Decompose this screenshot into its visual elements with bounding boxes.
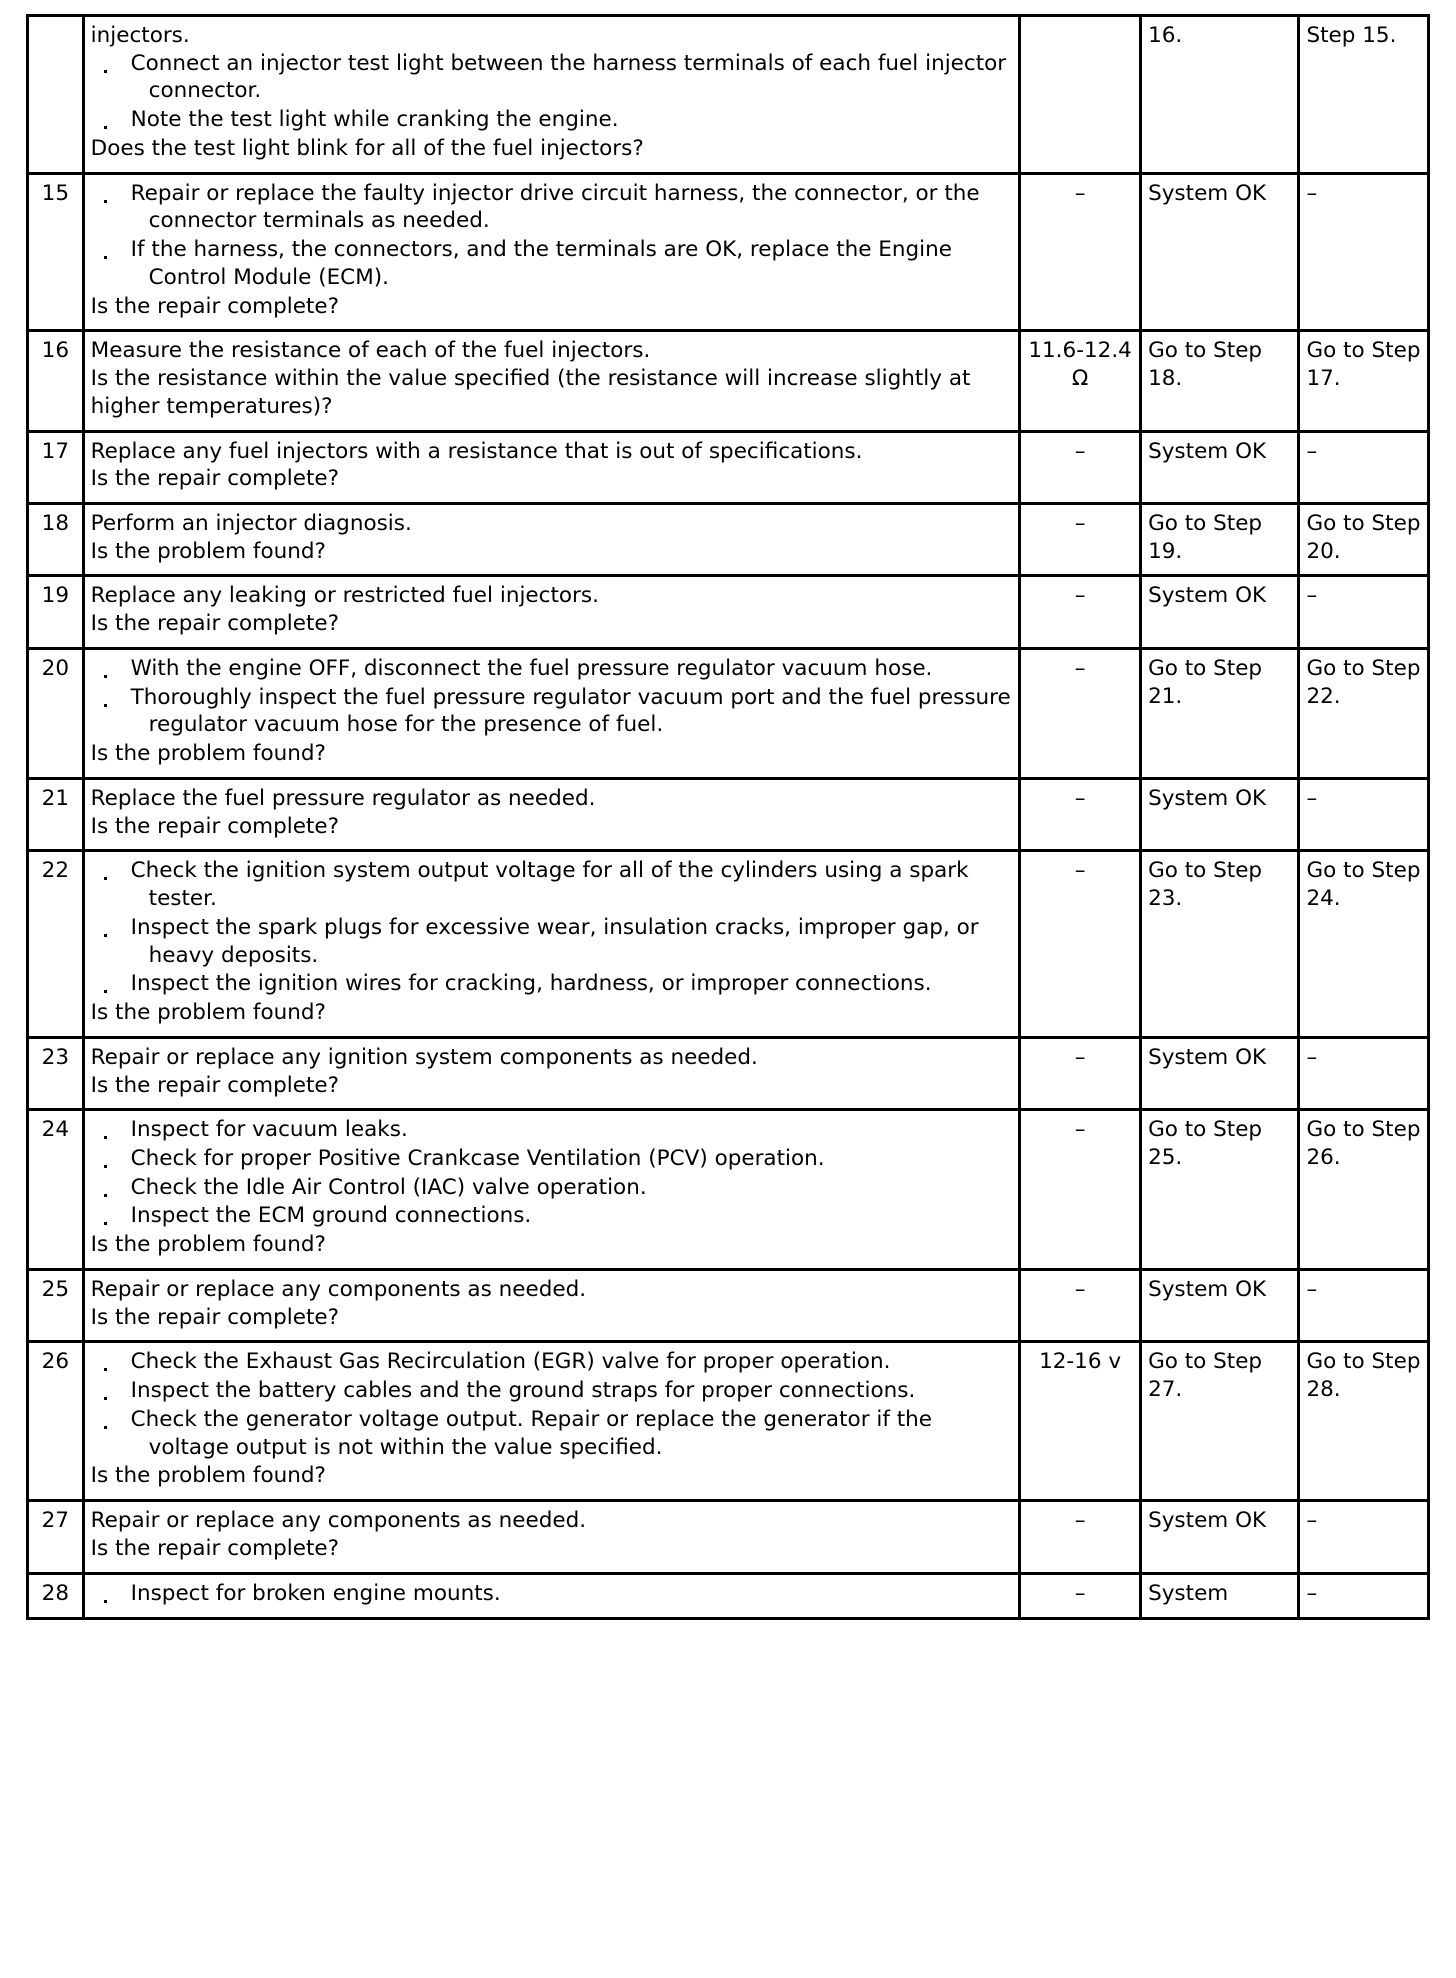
row-action (83, 16, 1019, 174)
table-row (28, 778, 1429, 850)
action-line: Repair or replace any components as needed. (90, 1276, 587, 1302)
row-step: 24 (28, 1110, 84, 1270)
row-no: – (1299, 1037, 1429, 1109)
table-row (28, 1110, 1429, 1270)
row-step: 25 (28, 1269, 84, 1341)
row-action (83, 331, 1019, 431)
action-question: Is the problem found? (90, 538, 326, 564)
list-item: Connect an injector test light between the harness terminals of each fuel injector connector. (91, 50, 1012, 105)
list-item: Inspect for vacuum leaks. (91, 1116, 1012, 1144)
action-continuation-line: injectors. (90, 23, 190, 48)
row-value: – (1020, 173, 1141, 331)
action-bullet-list (91, 655, 1012, 739)
row-yes: 16. (1141, 16, 1299, 174)
row-yes: Go to Step 19. (1141, 504, 1299, 576)
row-no: – (1299, 576, 1429, 648)
action-question: Is the resistance within the value specified (the resistance will increase slightly at higher temperatures)? (90, 366, 971, 419)
list-item: Check the generator voltage output. Repair or replace the generator if the voltage output is not within the value specified. (91, 1406, 1012, 1461)
action-question: Is the repair complete? (90, 1304, 340, 1330)
row-yes: Go to Step 27. (1141, 1342, 1299, 1501)
table-row (28, 1269, 1429, 1341)
row-step (28, 16, 84, 174)
row-value: – (1020, 1269, 1141, 1341)
row-step: 17 (28, 431, 84, 503)
row-step: 28 (28, 1573, 84, 1619)
row-step: 15 (28, 173, 84, 331)
row-no: – (1299, 431, 1429, 503)
action-line: Measure the resistance of each of the fuel injectors. (90, 338, 651, 364)
row-value: – (1020, 1110, 1141, 1270)
action-question: Is the repair complete? (90, 1072, 340, 1098)
table-row (28, 173, 1429, 331)
row-yes: System OK (1141, 1037, 1299, 1109)
list-item: Inspect the battery cables and the ground straps for proper connections. (91, 1377, 1012, 1405)
table-row (28, 1573, 1429, 1619)
row-action (83, 1110, 1019, 1270)
action-line: Repair or replace any ignition system components as needed. (90, 1044, 758, 1070)
row-step: 18 (28, 504, 84, 576)
row-no: – (1299, 1269, 1429, 1341)
row-value: – (1020, 1037, 1141, 1109)
row-action (83, 1037, 1019, 1109)
list-item: Check the Idle Air Control (IAC) valve operation. (91, 1174, 1012, 1202)
row-no: – (1299, 173, 1429, 331)
action-question: Is the repair complete? (90, 293, 340, 319)
row-action (83, 1269, 1019, 1341)
row-yes: System OK (1141, 173, 1299, 331)
table-row (28, 648, 1429, 778)
list-item: Inspect the ECM ground connections. (91, 1202, 1012, 1230)
row-action (83, 504, 1019, 576)
action-line: Repair or replace any components as needed. (90, 1508, 587, 1534)
table-row (28, 576, 1429, 648)
list-item: Note the test light while cranking the engine. (91, 106, 1012, 134)
list-item: Inspect the spark plugs for excessive wear, insulation cracks, improper gap, or heavy deposits. (91, 914, 1012, 969)
action-question: Is the problem found? (90, 1463, 326, 1489)
row-step: 22 (28, 851, 84, 1037)
table-row (28, 16, 1429, 174)
row-value: – (1020, 431, 1141, 503)
row-no: Go to Step 24. (1299, 851, 1429, 1037)
action-bullet-list (91, 50, 1012, 134)
row-value: – (1020, 648, 1141, 778)
action-question: Is the repair complete? (90, 813, 340, 839)
list-item: Check for proper Positive Crankcase Ventilation (PCV) operation. (91, 1145, 1012, 1173)
row-action (83, 576, 1019, 648)
row-no: – (1299, 1573, 1429, 1619)
list-item: With the engine OFF, disconnect the fuel pressure regulator vacuum hose. (91, 655, 1012, 683)
row-step: 19 (28, 576, 84, 648)
row-action (83, 1501, 1019, 1573)
row-yes: Go to Step 18. (1141, 331, 1299, 431)
row-step: 27 (28, 1501, 84, 1573)
table-row (28, 1037, 1429, 1109)
row-value: 11.6-12.4 Ω (1020, 331, 1141, 431)
table-row (28, 1342, 1429, 1501)
action-line: Perform an injector diagnosis. (90, 511, 412, 537)
row-no: Go to Step 28. (1299, 1342, 1429, 1501)
diagnostic-table (26, 14, 1430, 1620)
table-row (28, 331, 1429, 431)
table-row (28, 1501, 1429, 1573)
row-no: – (1299, 778, 1429, 850)
row-no: Step 15. (1299, 16, 1429, 174)
table-row (28, 851, 1429, 1037)
row-yes: Go to Step 25. (1141, 1110, 1299, 1270)
action-question: Does the test light blink for all of the fuel injectors? (90, 135, 644, 161)
action-bullet-list (91, 1116, 1012, 1230)
row-no: – (1299, 1501, 1429, 1573)
list-item: If the harness, the connectors, and the terminals are OK, replace the Engine Control Module (ECM). (91, 236, 1012, 291)
list-item: Check the Exhaust Gas Recirculation (EGR) valve for proper operation. (91, 1348, 1012, 1376)
row-step: 20 (28, 648, 84, 778)
row-step: 16 (28, 331, 84, 431)
row-no: Go to Step 26. (1299, 1110, 1429, 1270)
row-no: Go to Step 17. (1299, 331, 1429, 431)
row-action (83, 173, 1019, 331)
table-row (28, 504, 1429, 576)
row-no: Go to Step 20. (1299, 504, 1429, 576)
row-value: – (1020, 576, 1141, 648)
row-value: 12-16 v (1020, 1342, 1141, 1501)
row-value: – (1020, 778, 1141, 850)
row-action (83, 431, 1019, 503)
row-yes: System (1141, 1573, 1299, 1619)
list-item: Repair or replace the faulty injector drive circuit harness, the connector, or the connector terminals as needed. (91, 180, 1012, 235)
row-value: – (1020, 1573, 1141, 1619)
list-item: Thoroughly inspect the fuel pressure regulator vacuum port and the fuel pressure regulator vacuum hose for the presence of fuel. (91, 684, 1012, 739)
table-body (28, 16, 1429, 1619)
action-bullet-list (91, 1580, 1012, 1608)
row-action (83, 1573, 1019, 1619)
action-line: Replace any leaking or restricted fuel injectors. (90, 583, 599, 609)
row-yes: System OK (1141, 576, 1299, 648)
row-step: 26 (28, 1342, 84, 1501)
row-action (83, 851, 1019, 1037)
action-bullet-list (91, 180, 1012, 292)
row-value: – (1020, 1501, 1141, 1573)
action-question: Is the repair complete? (90, 1535, 340, 1561)
row-step: 23 (28, 1037, 84, 1109)
row-action (83, 648, 1019, 778)
row-value: – (1020, 504, 1141, 576)
row-yes: System OK (1141, 1501, 1299, 1573)
row-action (83, 778, 1019, 850)
action-bullet-list (91, 857, 1012, 998)
row-no: Go to Step 22. (1299, 648, 1429, 778)
list-item: Check the ignition system output voltage for all of the cylinders using a spark tester. (91, 857, 1012, 912)
row-value (1020, 16, 1141, 174)
row-yes: Go to Step 23. (1141, 851, 1299, 1037)
row-yes: System OK (1141, 778, 1299, 850)
action-line: Replace the fuel pressure regulator as needed. (90, 785, 596, 811)
row-yes: System OK (1141, 431, 1299, 503)
table-row (28, 431, 1429, 503)
row-step: 21 (28, 778, 84, 850)
action-question: Is the repair complete? (90, 466, 340, 492)
action-question: Is the problem found? (90, 1232, 326, 1258)
row-value: – (1020, 851, 1141, 1037)
action-question: Is the problem found? (90, 1000, 326, 1026)
action-bullet-list (91, 1348, 1012, 1461)
action-question: Is the repair complete? (90, 611, 340, 637)
row-action (83, 1342, 1019, 1501)
action-question: Is the problem found? (90, 741, 326, 767)
list-item: Inspect for broken engine mounts. (91, 1580, 1012, 1608)
action-line: Replace any fuel injectors with a resistance that is out of specifications. (90, 438, 863, 464)
row-yes: System OK (1141, 1269, 1299, 1341)
list-item: Inspect the ignition wires for cracking, hardness, or improper connections. (91, 970, 1012, 998)
row-yes: Go to Step 21. (1141, 648, 1299, 778)
